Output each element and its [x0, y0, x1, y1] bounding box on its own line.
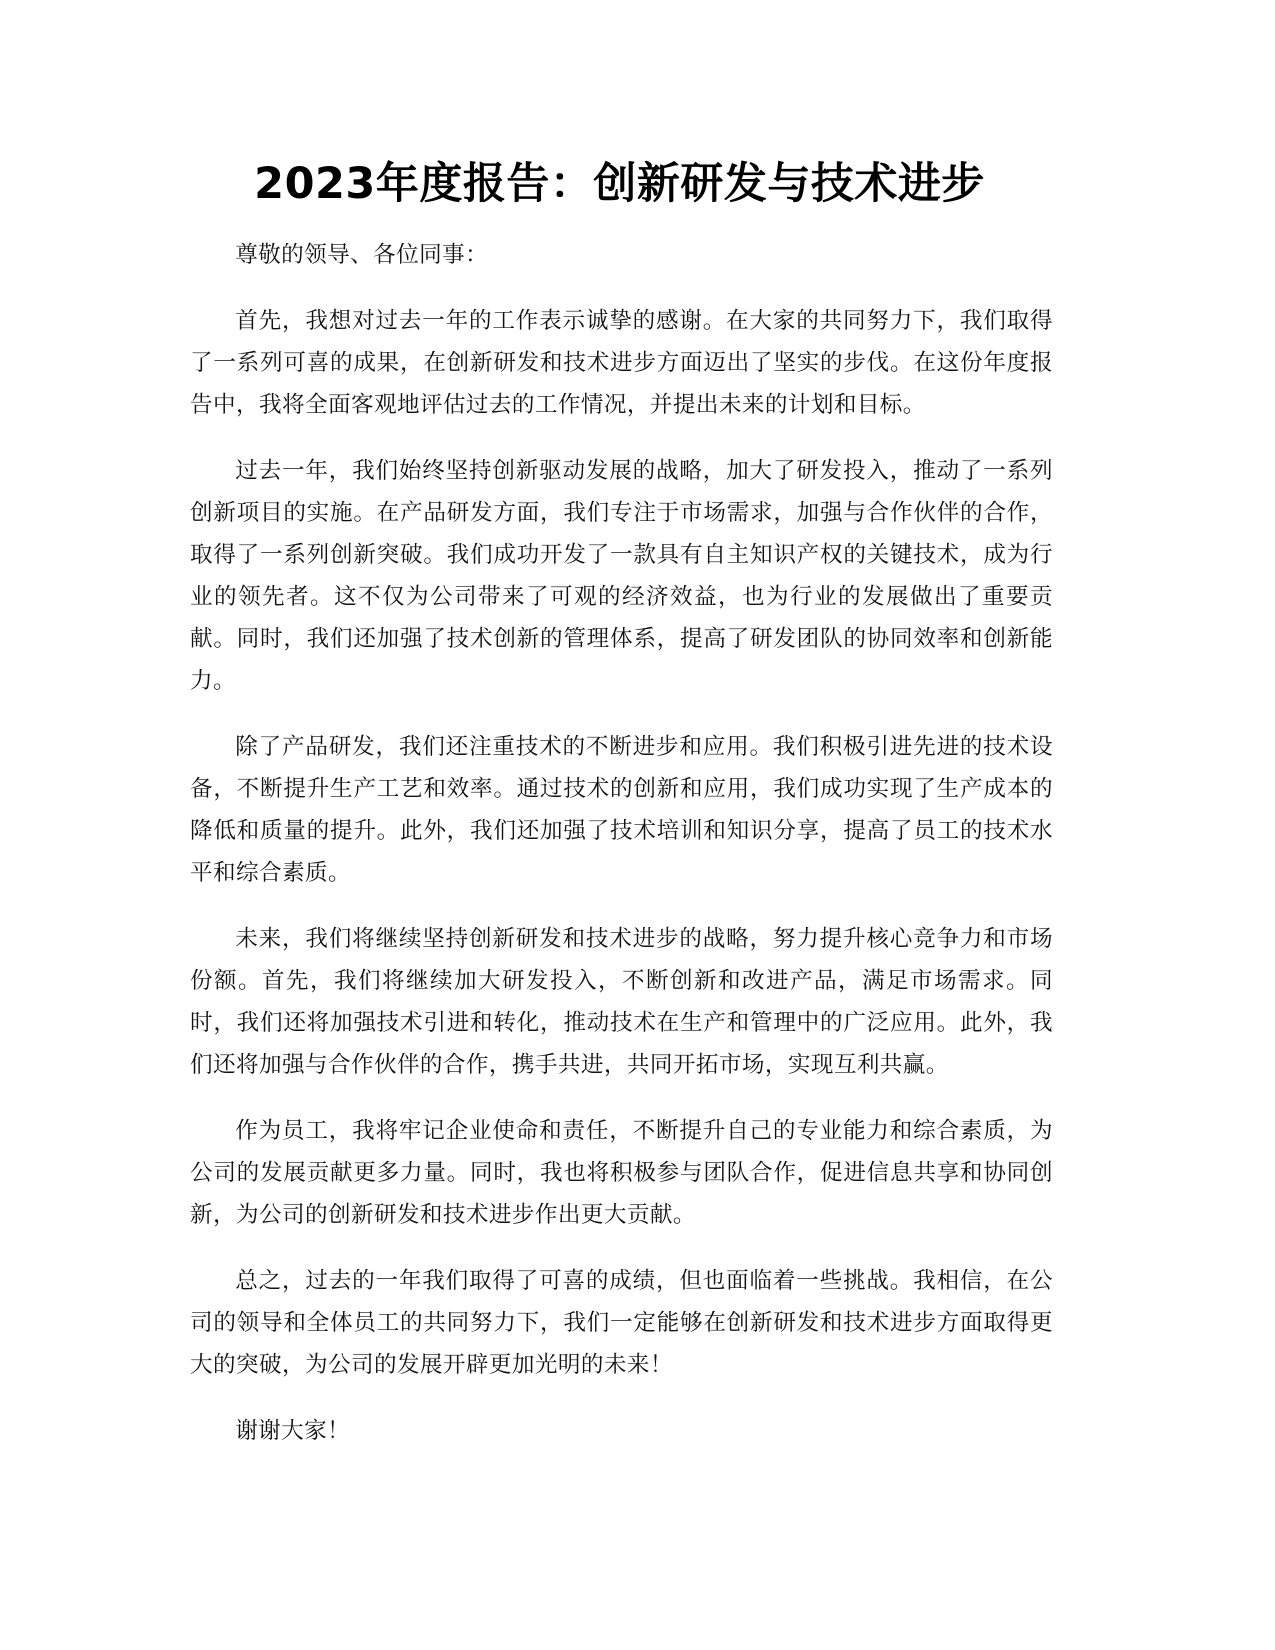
document-body [190, 234, 1053, 1452]
body-paragraph: 除了产品研发，我们还注重技术的不断进步和应用。我们积极引进先进的技术设备，不断提升生产工艺和效率。通过技术的创新和应用，我们成功实现了生产成本的降低和质量的提升。此外，我们还加强了技术培训和知识分享，提高了员工的技术水平和综合素质。 [190, 734, 1053, 886]
closing-paragraph: 谢谢大家！ [235, 1418, 351, 1444]
body-paragraph: 过去一年，我们始终坚持创新驱动发展的战略，加大了研发投入，推动了一系列创新项目的实施。在产品研发方面，我们专注于市场需求，加强与合作伙伴的合作，取得了一系列创新突破。我们成功开发了一款具有自主知识产权的关键技术，成为行业的领先者。这不仅为公司带来了可观的经济效益，也为行业的发展做出了重要贡献。同时，我们还加强了技术创新的管理体系，提高了研发团队的协同效率和创新能力。 [190, 458, 1053, 694]
body-paragraph: 首先，我想对过去一年的工作表示诚挚的感谢。在大家的共同努力下，我们取得了一系列可喜的成果，在创新研发和技术进步方面迈出了坚实的步伐。在这份年度报告中，我将全面客观地评估过去的工作情况，并提出未来的计划和目标。 [190, 308, 1053, 418]
document-title: 2023年度报告：创新研发与技术进步 [254, 159, 985, 209]
body-paragraph: 未来，我们将继续坚持创新研发和技术进步的战略，努力提升核心竞争力和市场份额。首先，我们将继续加大研发投入，不断创新和改进产品，满足市场需求。同时，我们还将加强技术引进和转化，推动技术在生产和管理中的广泛应用。此外，我们还将加强与合作伙伴的合作，携手共进，共同开拓市场，实现互利共赢。 [190, 926, 1053, 1078]
salutation-paragraph: 尊敬的领导、各位同事： [235, 242, 489, 268]
body-paragraph: 作为员工，我将牢记企业使命和责任，不断提升自己的专业能力和综合素质，为公司的发展贡献更多力量。同时，我也将积极参与团队合作，促进信息共享和协同创新，为公司的创新研发和技术进步作出更大贡献。 [190, 1118, 1053, 1228]
body-paragraph: 总之，过去的一年我们取得了可喜的成绩，但也面临着一些挑战。我相信，在公司的领导和全体员工的共同努力下，我们一定能够在创新研发和技术进步方面取得更大的突破，为公司的发展开辟更加光明的未来！ [190, 1268, 1053, 1378]
